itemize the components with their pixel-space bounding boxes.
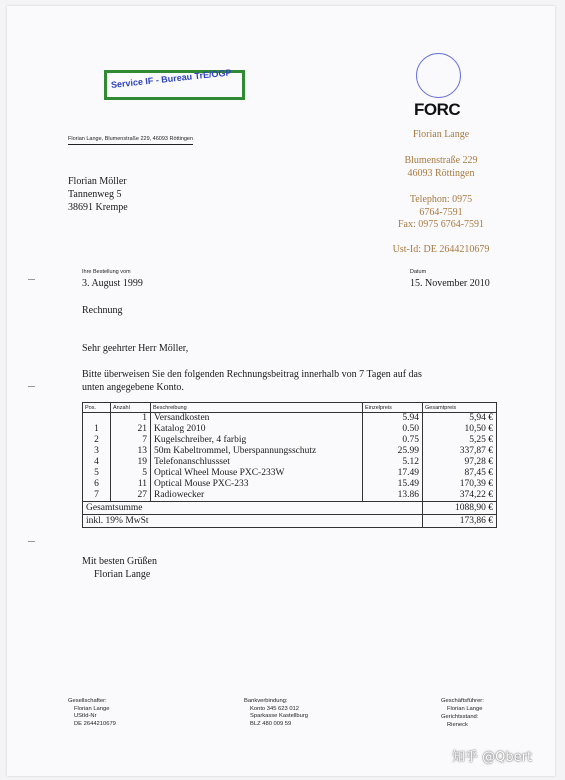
cell-pos: 1 — [83, 424, 111, 435]
cell-pos: 4 — [83, 457, 111, 468]
tax-value: 173,86 € — [423, 515, 497, 528]
cell-anzahl: 27 — [111, 490, 151, 502]
company-ust: Ust-Id: DE 2644210679 — [392, 244, 490, 255]
stamp-text: Service IF - Bureau TrE/OGP — [110, 67, 232, 90]
cell-beschreibung: Optical Wheel Mouse PXC-233W — [151, 468, 363, 479]
footer-management — [441, 698, 484, 729]
total-label: Gesamtsumme — [83, 502, 423, 515]
cell-einzelpreis: 0.75 — [363, 435, 423, 446]
footer-text: Florian Lange — [74, 705, 110, 712]
cell-pos: 7 — [83, 490, 111, 502]
recipient-city: 38691 Krempe — [68, 202, 128, 213]
footer-label: Gerichtsstand: — [441, 714, 479, 720]
body-line-1: Bitte überweisen Sie den folgenden Rechnungsbeitrag innerhalb von 7 Tagen auf das — [82, 369, 422, 380]
cell-anzahl: 1 — [111, 413, 151, 425]
cell-einzelpreis: 13.86 — [363, 490, 423, 502]
table-row — [83, 457, 497, 468]
cell-einzelpreis: 0.50 — [363, 424, 423, 435]
watermark: 知乎 @Qbert — [452, 750, 533, 765]
subject: Rechnung — [82, 305, 123, 316]
cell-beschreibung: Optical Mouse PXC-233 — [151, 479, 363, 490]
cell-einzelpreis: 17.49 — [363, 468, 423, 479]
cell-beschreibung: Kugelschreiber, 4 farbig — [151, 435, 363, 446]
cell-anzahl: 13 — [111, 446, 151, 457]
phone-value: 0975 — [452, 194, 473, 205]
footer-text: Konto 345 623 012 — [250, 705, 299, 712]
cell-einzelpreis: 15.49 — [363, 479, 423, 490]
cell-anzahl: 19 — [111, 457, 151, 468]
total-row — [83, 502, 497, 515]
cell-beschreibung: Versandkosten — [151, 413, 363, 425]
company-city: 46093 Röttingen — [407, 168, 475, 179]
cell-anzahl: 7 — [111, 435, 151, 446]
company-phone-2: 6764-7591 — [419, 207, 463, 218]
company-phone — [380, 193, 502, 206]
footer-text: Rieneck — [447, 721, 468, 728]
cell-pos: 6 — [83, 479, 111, 490]
closing — [82, 555, 157, 581]
table-row — [83, 446, 497, 457]
company-fax: Fax: 0975 6764-7591 — [397, 219, 485, 230]
cell-beschreibung: Radiowecker — [151, 490, 363, 502]
cell-einzelpreis: 5.94 — [363, 413, 423, 425]
footer-label: Bankverbindung: — [244, 698, 288, 704]
cell-gesamtpreis: 87,45 € — [423, 468, 497, 479]
service-stamp — [104, 67, 245, 100]
closing-greeting: Mit besten Grüßen — [82, 556, 157, 567]
cell-beschreibung: Katalog 2010 — [151, 424, 363, 435]
header-beschreibung: Beschreibung — [151, 403, 363, 413]
footer-shareholders — [68, 698, 116, 728]
closing-signature: Florian Lange — [94, 569, 151, 580]
footer-text: UStId-Nr — [74, 713, 97, 719]
cell-anzahl: 11 — [111, 479, 151, 490]
recipient-street: Tannenweg 5 — [68, 189, 122, 200]
table-header-row — [83, 403, 497, 413]
cell-einzelpreis: 25.99 — [363, 446, 423, 457]
cell-gesamtpreis: 5,94 € — [423, 413, 497, 425]
fold-mark-1 — [28, 279, 35, 280]
table-row — [83, 479, 497, 490]
table-row — [83, 468, 497, 479]
header-pos: Pos. — [83, 403, 111, 413]
table-row — [83, 435, 497, 446]
footer-text: DE 2644210679 — [74, 720, 116, 727]
header-gesamtpreis: Gesamtpreis — [423, 403, 497, 413]
cell-anzahl: 5 — [111, 468, 151, 479]
recipient-name: Florian Möller — [68, 176, 127, 187]
cell-pos — [83, 413, 111, 425]
company-logo: FORC — [414, 100, 461, 119]
body-line-2: unten angegebene Konto. — [82, 382, 184, 393]
cell-pos: 2 — [83, 435, 111, 446]
footer-text: Sparkasse Kastellburg — [250, 713, 308, 719]
table-row — [83, 424, 497, 435]
body-text — [82, 368, 422, 394]
cell-einzelpreis: 5.12 — [363, 457, 423, 468]
cell-anzahl: 21 — [111, 424, 151, 435]
fold-mark-3 — [28, 541, 35, 542]
cell-gesamtpreis: 5,25 € — [423, 435, 497, 446]
company-street: Blumenstraße 229 — [404, 155, 478, 166]
fold-mark-2 — [28, 386, 35, 387]
cell-gesamtpreis: 374,22 € — [423, 490, 497, 502]
total-value: 1088,90 € — [423, 502, 497, 515]
header-einzelpreis: Einzelpreis — [363, 403, 423, 413]
footer-bank — [244, 698, 308, 728]
footer-label: Geschäftsführer: — [441, 698, 484, 704]
tax-label: inkl. 19% MwSt — [83, 515, 423, 528]
salutation: Sehr geehrter Herr Möller, — [82, 343, 189, 354]
order-label: Ihre Bestellung vom — [82, 269, 131, 275]
order-date: 3. August 1999 — [82, 278, 143, 289]
sender-line: Florian Lange, Blumenstraße 229, 46093 Röttingen — [68, 136, 193, 145]
cell-pos: 3 — [83, 446, 111, 457]
table-row — [83, 490, 497, 502]
footer-text: BLZ 480 009 59 — [250, 720, 292, 727]
cell-beschreibung: Telefonanschlussset — [151, 457, 363, 468]
cell-gesamtpreis: 10,50 € — [423, 424, 497, 435]
tax-row — [83, 515, 497, 528]
header-anzahl: Anzahl — [111, 403, 151, 413]
cell-gesamtpreis: 170,39 € — [423, 479, 497, 490]
seal-circle — [416, 53, 461, 98]
footer-label: Gesellschafter: — [68, 698, 107, 704]
datum-label: Datum — [410, 269, 427, 275]
cell-gesamtpreis: 337,87 € — [423, 446, 497, 457]
table-row — [83, 413, 497, 425]
invoice-table — [82, 402, 497, 528]
cell-gesamtpreis: 97,28 € — [423, 457, 497, 468]
cell-pos: 5 — [83, 468, 111, 479]
datum-date: 15. November 2010 — [410, 278, 490, 289]
cell-beschreibung: 50m Kabeltrommel, Überspannungsschutz — [151, 446, 363, 457]
recipient-address — [68, 175, 128, 214]
company-name: Florian Lange — [412, 129, 470, 140]
phone-label: Telephon: — [409, 194, 450, 205]
footer-text: Florian Lange — [447, 705, 483, 712]
